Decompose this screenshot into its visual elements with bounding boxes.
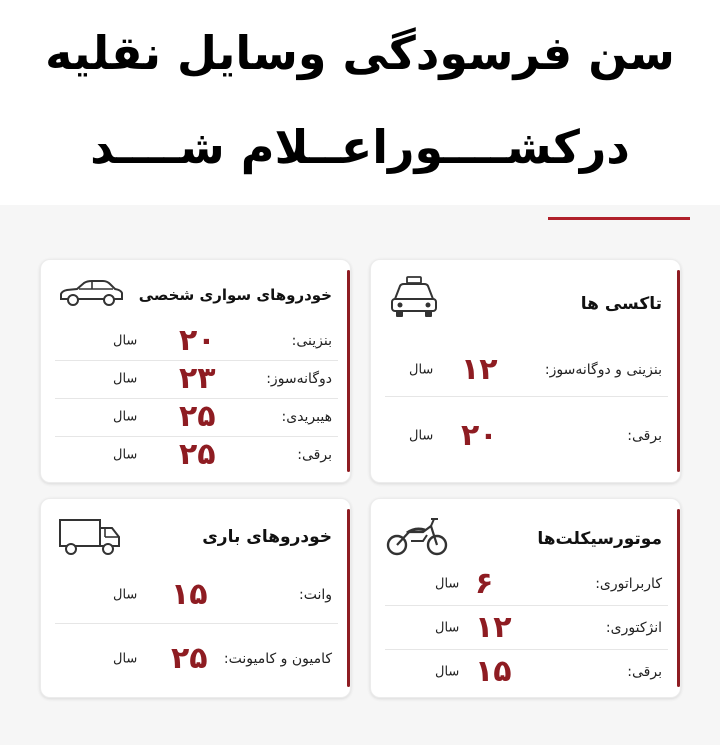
row-petrol (55, 322, 338, 361)
card-accent-bar (347, 270, 350, 472)
row-pickup (55, 567, 338, 624)
row-unit: سال (435, 576, 460, 592)
title-line-1: سن فرسودگی وسایل نقلیه (45, 26, 675, 80)
card-accent-bar (677, 270, 680, 472)
row-electric (385, 410, 668, 462)
card-motorcycles (370, 498, 681, 698)
card-trucks (40, 498, 351, 698)
row-unit: سال (435, 664, 460, 680)
row-label: هیبریدی: (281, 409, 332, 425)
row-value: ۲۰ (179, 323, 216, 358)
row-unit: سال (113, 409, 138, 425)
row-petrol-dual (385, 344, 668, 397)
row-carburetor (385, 563, 668, 606)
row-label: دوگانه‌سوز: (266, 371, 332, 387)
row-unit: سال (113, 371, 138, 387)
row-value: ۲۰ (461, 418, 498, 453)
car-icon (57, 280, 125, 308)
motorcycle-icon (385, 515, 449, 557)
row-unit: سال (113, 447, 138, 463)
row-value: ۱۵ (171, 577, 208, 612)
row-label: برقی: (627, 664, 662, 680)
card-private-cars (40, 259, 351, 483)
row-truck (55, 631, 338, 687)
row-label: بنزینی: (291, 333, 332, 349)
card-title: تاکسی ها (580, 294, 662, 314)
card-taxis (370, 259, 681, 483)
row-electric (55, 436, 338, 474)
card-accent-bar (347, 509, 350, 687)
row-dual-fuel (55, 360, 338, 399)
row-label: کاربراتوری: (595, 576, 662, 592)
row-unit: سال (435, 620, 460, 636)
row-value: ۲۵ (171, 641, 208, 676)
accent-divider (548, 217, 690, 220)
row-electric (385, 651, 668, 693)
row-value: ۱۵ (475, 654, 512, 689)
row-value: ۱۲ (461, 352, 498, 387)
row-value: ۲۵ (179, 437, 216, 472)
row-unit: سال (409, 428, 434, 444)
row-injection (385, 607, 668, 650)
row-label: کامیون و کامیونت: (223, 651, 332, 667)
row-unit: سال (113, 651, 138, 667)
row-value: ۲۳ (179, 361, 216, 396)
truck-icon (57, 517, 123, 557)
row-label: برقی: (627, 428, 662, 444)
row-value: ۲۵ (179, 399, 216, 434)
row-label: انژکتوری: (605, 620, 662, 636)
taxi-icon (389, 274, 439, 322)
row-value: ۶ (475, 566, 494, 601)
header-area (0, 0, 720, 205)
card-title: موتورسیکلت‌ها (537, 529, 662, 549)
row-label: برقی: (297, 447, 332, 463)
card-accent-bar (677, 509, 680, 687)
card-title: خودروهای باری (202, 527, 332, 547)
row-unit: سال (409, 362, 434, 378)
row-value: ۱۲ (475, 610, 512, 645)
row-unit: سال (113, 587, 138, 603)
card-title: خودروهای سواری شخصی (138, 286, 332, 304)
row-hybrid (55, 398, 338, 437)
title-line-2: درکشــــوراعــلام شــــد (90, 120, 630, 174)
row-label: وانت: (298, 587, 332, 603)
row-label: بنزینی و دوگانه‌سوز: (544, 362, 662, 378)
row-unit: سال (113, 333, 138, 349)
